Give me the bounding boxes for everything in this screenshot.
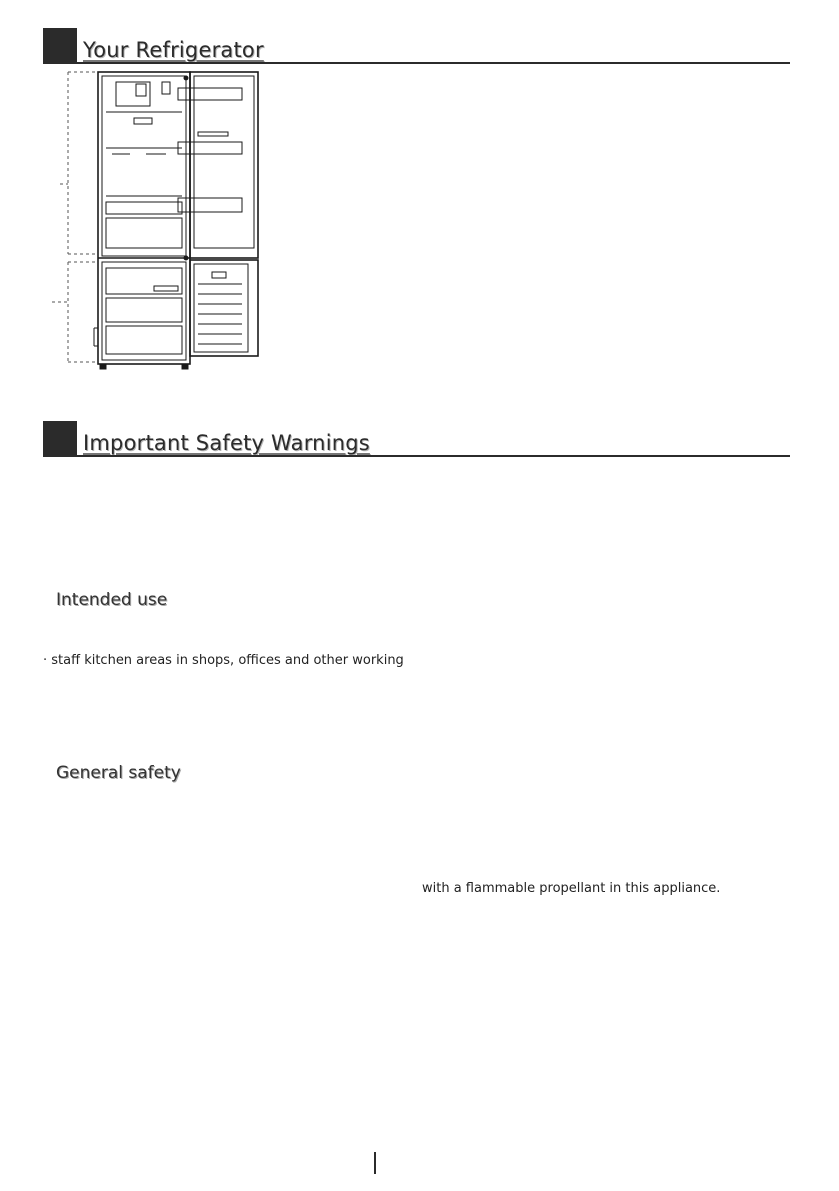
section-rule [77,455,790,457]
section-header-refrigerator [43,28,790,64]
section-rule [77,62,790,64]
freezer-door-shelves [198,284,242,344]
freezer-compartment [102,262,186,360]
subheading-general-safety: General safety [56,763,181,783]
section-header-safety [43,421,790,457]
subheading-intended-use: Intended use [56,590,168,610]
general-safety-text: with a flammable propellant in this appliance. [422,881,721,896]
refrigerator-diagram [46,66,262,372]
section-title-refrigerator: Your Refrigerator [83,38,264,62]
intended-use-bullet: · staff kitchen areas in shops, offices and other working [43,653,404,668]
section-number-box [43,28,77,64]
dimension-guides [52,72,96,362]
section-number-box [43,421,77,457]
section-title-safety: Important Safety Warnings [83,431,370,455]
fridge-compartment [102,76,186,256]
page-number-divider [374,1152,376,1174]
